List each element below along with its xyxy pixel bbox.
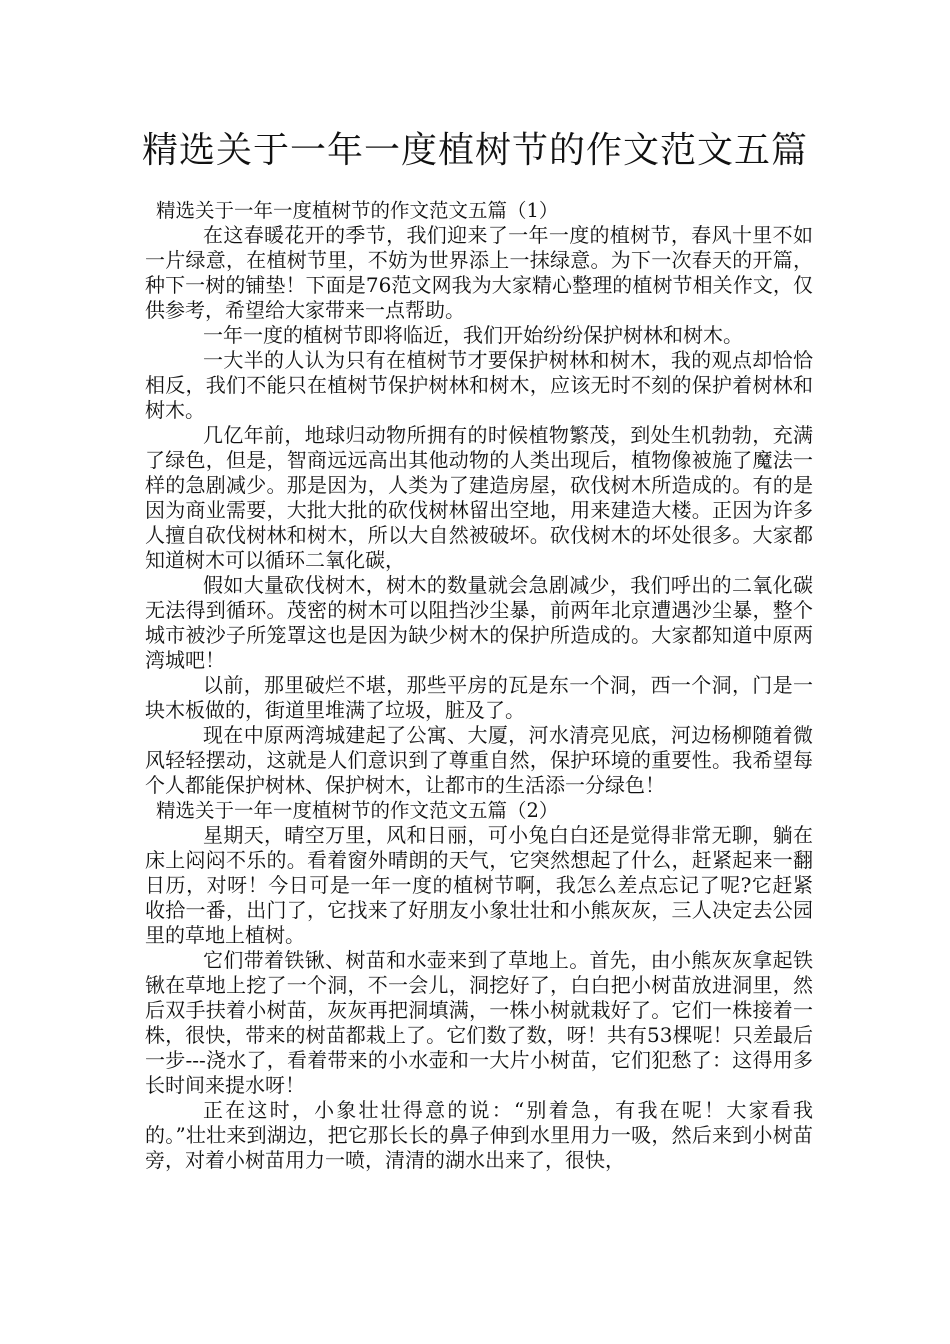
paragraph: 几亿年前，地球归动物所拥有的时候植物繁茂，到处生机勃勃，充满了绿色，但是，智商远远高出其他动物的人类出现后，植物像被施了魔法一样的急剧减少。那是因为，人类为了建造房屋，砍伐树木所造成的。有的是因为商业需要，大批大批的砍伐树林留出空地，用来建造大楼。正因为许多人擅自砍伐树林和树木，所以大自然被破坏。砍伐树木的坏处很多。大家都知道树木可以循环二氧化碳， [145,423,813,572]
paragraph: 一年一度的植树节即将临近，我们开始纷纷保护树林和树木。 [203,323,743,347]
paragraph: 以前，那里破烂不堪，那些平房的瓦是东一个洞，西一个洞，门是一块木板做的，街道里堆满了垃圾，脏及了。 [145,673,813,722]
paragraph: 在这春暖花开的季节，我们迎来了一年一度的植树节，春风十里不如一片绿意，在植树节里，不妨为世界添上一抹绿意。为下一次春天的开篇，种下一树的铺垫！下面是76范文网我为大家精心整理的植树节相关作文，仅供参考，希望给大家带来一点帮助。 [145,223,813,322]
paragraph: 假如大量砍伐树木，树木的数量就会急剧减少，我们呼出的二氧化碳无法得到循环。茂密的树木可以阻挡沙尘暴，前两年北京遭遇沙尘暴，整个城市被沙子所笼罩这也是因为缺少树木的保护所造成的。大家都知道中原两湾城吧！ [145,573,813,672]
paragraph: 一大半的人认为只有在植树节才要保护树林和树木，我的观点却恰恰相反，我们不能只在植树节保护树林和树木，应该无时不刻的保护着树林和树木。 [145,348,813,422]
essay-section-2 [145,798,813,1173]
document-body [145,198,813,1173]
document-title: 精选关于一年一度植树节的作文范文五篇 [141,130,808,171]
paragraph: 它们带着铁锹、树苗和水壶来到了草地上。首先，由小熊灰灰拿起铁锹在草地上挖了一个洞，不一会儿，洞挖好了，白白把小树苗放进洞里，然后双手扶着小树苗，灰灰再把洞填满，一株小树就栽好了。它们一株接着一株，很快，带来的树苗都栽上了。它们数了数，呀！共有53棵呢！只差最后一步---浇水了，看着带来的小水壶和一大片小树苗，它们犯愁了：这得用多长时间来提水呀！ [145,948,813,1097]
section-heading: 精选关于一年一度植树节的作文范文五篇（1） [156,199,559,222]
paragraph: 现在中原两湾城建起了公寓、大厦，河水清亮见底，河边杨柳随着微风轻轻摆动，这就是人们意识到了尊重自然，保护环境的重要性。我希望每个人都能保护树林、保护树木，让都市的生活添一分绿色！ [145,723,813,797]
paragraph: 星期天，晴空万里，风和日丽，可小兔白白还是觉得非常无聊，躺在床上闷闷不乐的。看着窗外晴朗的天气，它突然想起了什么，赶紧起来一翻日历，对呀！今日可是一年一度的植树节啊，我怎么差点忘记了呢?它赶紧收拾一番，出门了，它找来了好朋友小象壮壮和小熊灰灰，三人决定去公园里的草地上植树。 [145,823,813,947]
paragraph: 正在这时，小象壮壮得意的说：“别着急，有我在呢！大家看我的。”壮壮来到湖边，把它那长长的鼻子伸到水里用力一吸，然后来到小树苗旁，对着小树苗用力一喷，清清的湖水出来了，很快， [145,1098,813,1172]
section-heading: 精选关于一年一度植树节的作文范文五篇（2） [156,799,559,822]
essay-section-1 [145,198,813,798]
